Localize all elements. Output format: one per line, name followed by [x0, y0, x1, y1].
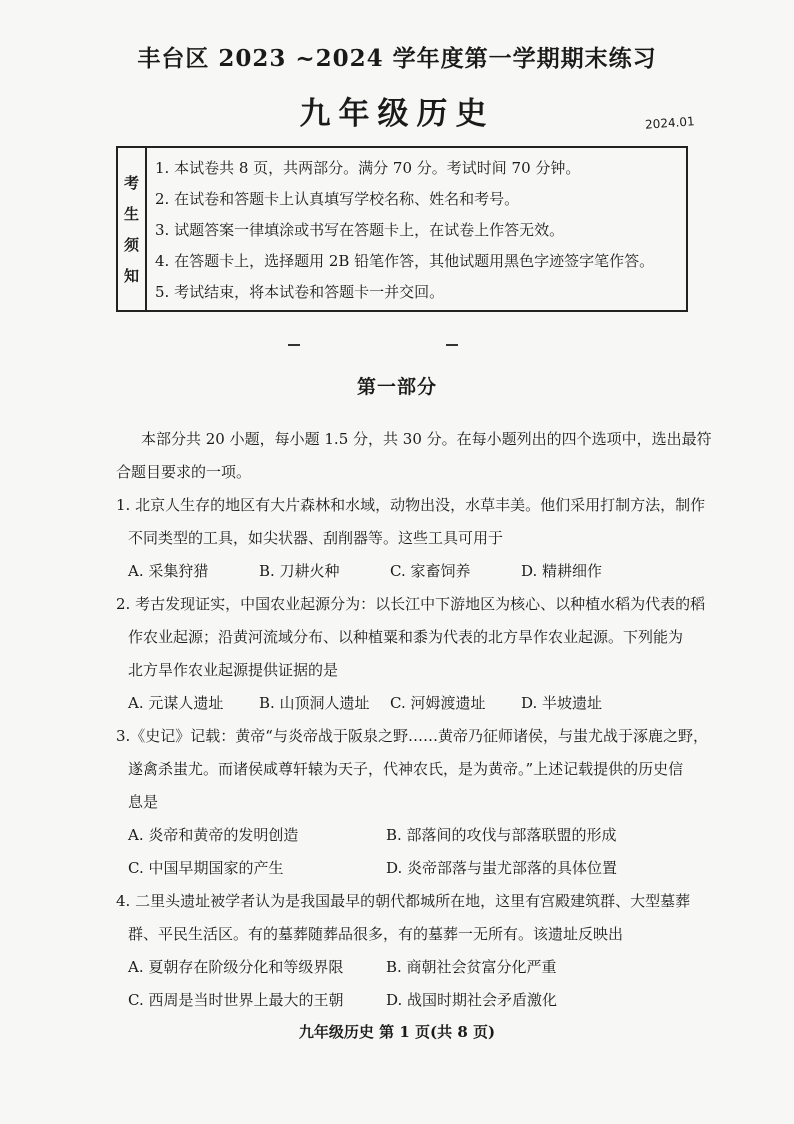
option-d: D. 半坡遗址: [521, 694, 603, 712]
notice-side-char: 须: [123, 236, 139, 254]
subject-title: 九年级历史: [299, 96, 495, 132]
notice-item: 3. 试题答案一律填涂或书写在答题卡上，在试卷上作答无效。: [155, 221, 565, 239]
notice-side-char: 知: [123, 267, 139, 285]
section-intro: 合题目要求的一项。: [116, 463, 252, 481]
option-d: D. 炎帝部落与蚩尤部落的具体位置: [386, 859, 618, 877]
option-a: A. 采集狩猎: [128, 562, 209, 580]
question-4: [116, 885, 691, 1017]
question-stem: 不同类型的工具，如尖状器、刮削器等。这些工具可用于: [128, 529, 504, 547]
question-1: [116, 489, 706, 588]
section-intro: 本部分共 20 小题，每小题 1.5 分，共 30 分。在每小题列出的四个选项中，选出最符: [141, 430, 712, 448]
question-options: [116, 819, 691, 852]
question-options: [116, 852, 691, 885]
option-c: C. 中国早期国家的产生: [128, 859, 284, 877]
option-c: C. 西周是当时世界上最大的王朝: [128, 991, 344, 1009]
option-d: D. 精耕细作: [521, 562, 603, 580]
option-c: C. 家畜饲养: [390, 562, 471, 580]
option-b: B. 山顶洞人遗址: [259, 694, 370, 712]
section-title: 第一部分: [356, 376, 437, 398]
option-d: D. 战国时期社会矛盾激化: [386, 991, 558, 1009]
question-stem: 4. 二里头遗址被学者认为是我国最早的朝代都城所在地，这里有宫殿建筑群、大型墓葬: [116, 892, 691, 910]
question-stem: 3.《史记》记载：黄帝“与炎帝战于阪泉之野……黄帝乃征师诸侯，与蚩尤战于涿鹿之野，: [116, 727, 708, 745]
date-note: 2024.01: [644, 114, 696, 132]
option-a: A. 夏朝存在阶级分化和等级界限: [128, 958, 344, 976]
notice-item: 2. 在试卷和答题卡上认真填写学校名称、姓名和考号。: [155, 190, 520, 208]
question-stem: 息是: [128, 793, 159, 811]
notice-side-label: [118, 148, 147, 310]
option-a: A. 元谋人遗址: [128, 694, 224, 712]
notice-item: 5. 考试结束，将本试卷和答题卡一并交回。: [155, 283, 445, 301]
notice-side-char: 生: [123, 205, 139, 223]
exam-title: 丰台区 2023 ~2024 学年度第一学期期末练习: [137, 45, 657, 72]
question-stem: 1. 北京人生存的地区有大片森林和水域，动物出没，水草丰美。他们采用打制方法，制作: [116, 496, 706, 514]
question-options: [116, 687, 691, 720]
option-b: B. 商朝社会贫富分化严重: [386, 958, 557, 976]
option-a: A. 炎帝和黄帝的发明创造: [128, 826, 299, 844]
question-stem: 2. 考古发现证实，中国农业起源分为：以长江中下游地区为核心、以种植水稻为代表的稻: [116, 595, 706, 613]
option-b: B. 部落间的攻伐与部落联盟的形成: [386, 826, 617, 844]
question-options: [116, 951, 691, 984]
question-options: [116, 555, 691, 588]
question-stem: 遂禽杀蚩尤。而诸侯咸尊轩辕为天子，代神农氏，是为黄帝。”上述记载提供的历史信: [128, 760, 684, 778]
question-options: [116, 984, 691, 1017]
notice-item: 1. 本试卷共 8 页，共两部分。满分 70 分。考试时间 70 分钟。: [155, 159, 581, 177]
question-3: [116, 720, 708, 885]
notice-item: 4. 在答题卡上，选择题用 2B 铅笔作答，其他试题用黑色字迹签字笔作答。: [155, 252, 655, 270]
questions-area: [116, 423, 712, 1017]
notice-items: [147, 148, 686, 310]
stray-mark: [288, 344, 300, 346]
candidate-notice-box: [116, 146, 688, 312]
option-c: C. 河姆渡遗址: [390, 694, 486, 712]
option-b: B. 刀耕火种: [259, 562, 340, 580]
notice-side-char: 考: [123, 174, 139, 192]
question-stem: 北方旱作农业起源提供证据的是: [128, 661, 339, 679]
question-stem: 作农业起源；沿黄河流域分布、以种植粟和黍为代表的北方旱作农业起源。下列能为: [128, 628, 684, 646]
stray-mark: [446, 344, 458, 346]
question-2: [116, 588, 706, 720]
page-footer: 九年级历史 第 1 页(共 8 页): [298, 1023, 496, 1041]
question-stem: 群、平民生活区。有的墓葬随葬品很多，有的墓葬一无所有。该遗址反映出: [128, 925, 624, 943]
